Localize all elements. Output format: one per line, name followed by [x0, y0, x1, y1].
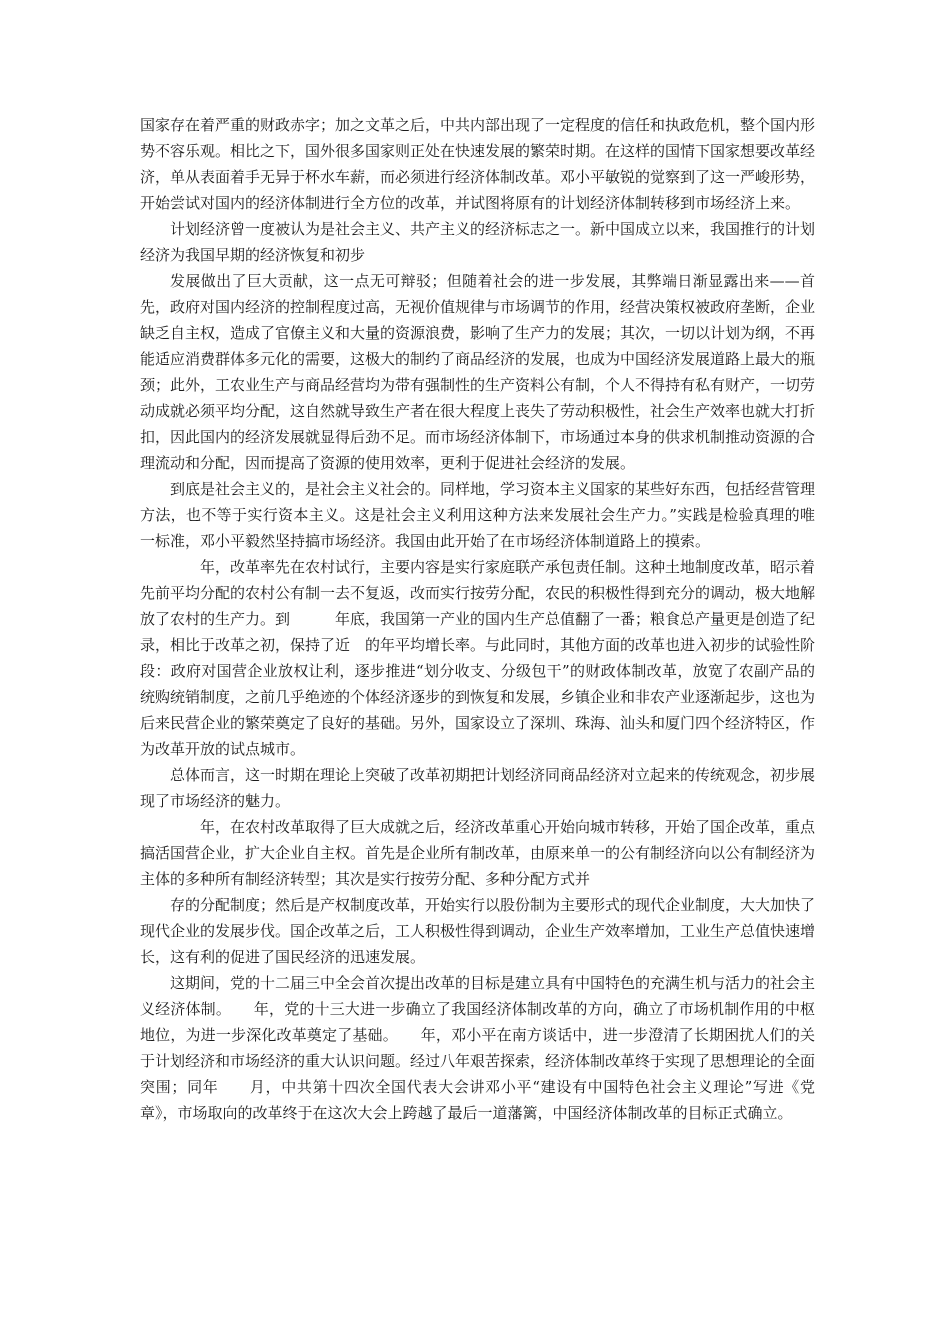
paragraph: 计划经济曾一度被认为是社会主义、共产主义的经济标志之一。新中国成立以来，我国推行的计划经济为我国早期的经济恢复和初步 [140, 220, 816, 264]
paragraph: 存的分配制度；然后是产权制度改革，开始实行以股份制为主要形式的现代企业制度，大大加快了现代企业的发展步伐。国企改革之后，工人积极性得到调动，企业生产效率增加，工业生产总值快速增长，这有利的促进了国民经济的迅速发展。 [140, 896, 816, 966]
paragraph: 这期间，党的十二届三中全会首次提出改革的目标是建立具有中国特色的充满生机与活力的社会主义经济体制。 年，党的十三大进一步确立了我国经济体制改革的方向，确立了市场机制作用的中枢地位，为进一步深化改革奠定了基础。 年，邓小平在南方谈话中，进一步澄清了长期困扰人们的关于计划经济和市场经济的重大认识问题。经过八年艰苦探索，经济体制改革终于实现了思想理论的全面突围；同年 月，中共第十四次全国代表大会讲邓小平“建设有中国特色社会主义理论”写进《党章》，市场取向的改革终于在这次大会上跨越了最后一道藩篱，中国经济体制改革的目标正式确立。 [140, 974, 816, 1122]
paragraph: 年，在农村改革取得了巨大成就之后，经济改革重心开始向城市转移，开始了国企改革，重点搞活国营企业，扩大企业自主权。首先是企业所有制改革，由原来单一的公有制经济向以公有制经济为主体的多种所有制经济转型；其次是实行按劳分配、多种分配方式并 [140, 818, 816, 888]
paragraph: 年，改革率先在农村试行，主要内容是实行家庭联产承包责任制。这种土地制度改革，昭示着先前平均分配的农村公有制一去不复返，改而实行按劳分配，农民的积极性得到充分的调动，极大地解放了农村的生产力。到 年底，我国第一产业的国内生产总值翻了一番；粮食总产量更是创造了纪录，相比于改革之初，保持了近 的年平均增长率。与此同时，其他方面的改革也进入初步的试验性阶段：政府对国营企业放权让利，逐步推进“划分收支、分级包干”的财政体制改革，放宽了农副产品的统购统销制度，之前几乎绝迹的个体经济逐步的到恢复和发展，乡镇企业和非农产业逐渐起步，这也为后来民营企业的繁荣奠定了良好的基础。另外，国家设立了深圳、珠海、汕头和厦门四个经济特区，作为改革开放的试点城市。 [140, 558, 816, 758]
paragraph: 到底是社会主义的，是社会主义社会的。同样地，学习资本主义国家的某些好东西，包括经营管理方法，也不等于实行资本主义。这是社会主义利用这种方法来发展社会生产力。”实践是检验真理的唯一标准，邓小平毅然坚持搞市场经济。我国由此开始了在市场经济体制道路上的摸索。 [140, 480, 816, 550]
paragraph: 发展做出了巨大贡献，这一点无可辩驳；但随着社会的进一步发展，其弊端日渐显露出来——首先，政府对国内经济的控制程度过高，无视价值规律与市场调节的作用，经营决策权被政府垄断，企业缺乏自主权，造成了官僚主义和大量的资源浪费，影响了生产力的发展；其次，一切以计划为纲，不再能适应消费群体多元化的需要，这极大的制约了商品经济的发展，也成为中国经济发展道路上最大的瓶颈；此外，工农业生产与商品经营均为带有强制性的生产资料公有制，个人不得持有私有财产，一切劳动成就必须平均分配，这自然就导致生产者在很大程度上丧失了劳动积极性，社会生产效率也就大打折扣，因此国内的经济发展就显得后劲不足。而市场经济体制下，市场通过本身的供求机制推动资源的合理流动和分配，因而提高了资源的使用效率，更利于促进社会经济的发展。 [140, 272, 816, 472]
paragraph: 国家存在着严重的财政赤字；加之文革之后，中共内部出现了一定程度的信任和执政危机，整个国内形势不容乐观。相比之下，国外很多国家则正处在快速发展的繁荣时期。在这样的国情下国家想要改革经济，单从表面着手无异于杯水车薪，而必须进行经济体制改革。邓小平敏锐的觉察到了这一严峻形势，开始尝试对国内的经济体制进行全方位的改革，并试图将原有的计划经济体制转移到市场经济上来。 [140, 116, 816, 212]
paragraph: 总体而言，这一时期在理论上突破了改革初期把计划经济同商品经济对立起来的传统观念，初步展现了市场经济的魅力。 [140, 766, 816, 810]
body-text [140, 112, 815, 1126]
